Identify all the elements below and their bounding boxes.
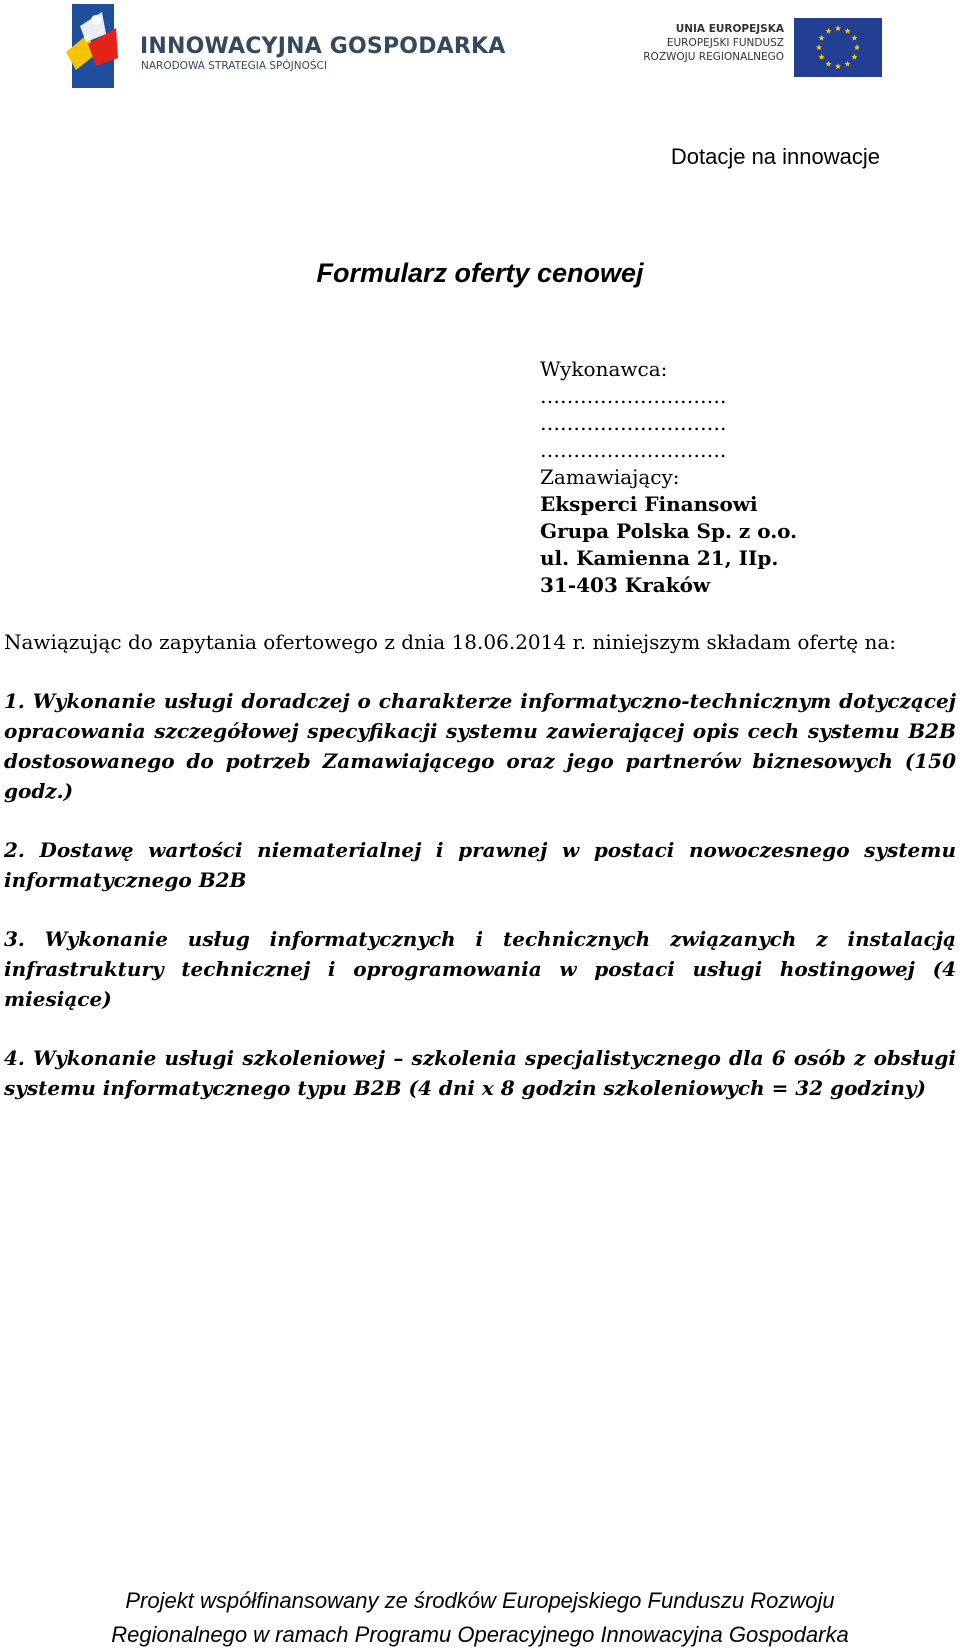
contractor-line: ………………………. — [540, 384, 727, 408]
eu-logo-line-3: ROZWOJU REGIONALNEGO — [643, 51, 784, 63]
contractor-label: Wykonawca: — [540, 357, 668, 381]
intro-paragraph: Nawiązując do zapytania ofertowego z dnia 18.06.2014 r. niniejszym składam ofertę na: — [4, 630, 896, 654]
ig-logo-title: INNOWACYJNA GOSPODARKA — [140, 34, 506, 59]
offer-item: 1. Wykonanie usługi doradczej o charakterze informatyczno-technicznym dotyczącej opracowania szczegółowej specyfikacji systemu zawierającej opis cech systemu B2B dostosowanego do potrzeb Zamawiającego oraz jego partnerów biznesowych (150 godz.) — [4, 689, 956, 803]
eu-logo — [636, 18, 882, 78]
footer-line-2: Regionalnego w ramach Programu Operacyjnego Innowacyjna Gospodarka — [111, 1622, 849, 1647]
client-line: Grupa Polska Sp. z o.o. — [540, 519, 798, 543]
eu-logo-text — [643, 22, 784, 64]
client-line: ul. Kamienna 21, IIp. — [540, 546, 779, 570]
page-title: Formularz oferty cenowej — [316, 258, 644, 288]
offer-items-list — [4, 686, 956, 1132]
client-line: Eksperci Finansowi — [540, 492, 758, 516]
org-name: Dotacje na innowacje — [670, 144, 880, 169]
offer-item: 4. Wykonanie usługi szkoleniowej – szkolenia specjalistycznego dla 6 osób z obsługi systemu informatycznego typu B2B (4 dni x 8 godzin szkoleniowych = 32 godziny) — [4, 1046, 956, 1100]
footer-line-1: Projekt współfinansowany ze środków Europejskiego Funduszu Rozwoju — [125, 1588, 835, 1613]
offer-item: 2. Dostawę wartości niematerialnej i prawnej w postaci nowoczesnego systemu informatycznego B2B — [4, 838, 956, 892]
ig-logo-subtitle: NARODOWA STRATEGIA SPÓJNOŚCI — [141, 60, 327, 72]
contractor-line: ………………………. — [540, 411, 727, 435]
eu-flag-icon — [794, 18, 882, 77]
ig-emblem-icon — [66, 4, 122, 90]
footer — [0, 1584, 960, 1652]
offer-item: 3. Wykonanie usług informatycznych i technicznych związanych z instalacją infrastruktury technicznej i oprogramowania w postaci usługi hostingowej (4 miesiące) — [4, 927, 956, 1011]
innowacyjna-gospodarka-logo — [66, 4, 506, 92]
client-label: Zamawiający: — [540, 465, 680, 489]
contractor-line: ………………………. — [540, 438, 727, 462]
eu-logo-line-2: EUROPEJSKI FUNDUSZ — [666, 37, 784, 49]
eu-logo-line-1: UNIA EUROPEJSKA — [675, 23, 784, 35]
client-line: 31-403 Kraków — [540, 573, 711, 597]
parties-block — [540, 356, 797, 599]
